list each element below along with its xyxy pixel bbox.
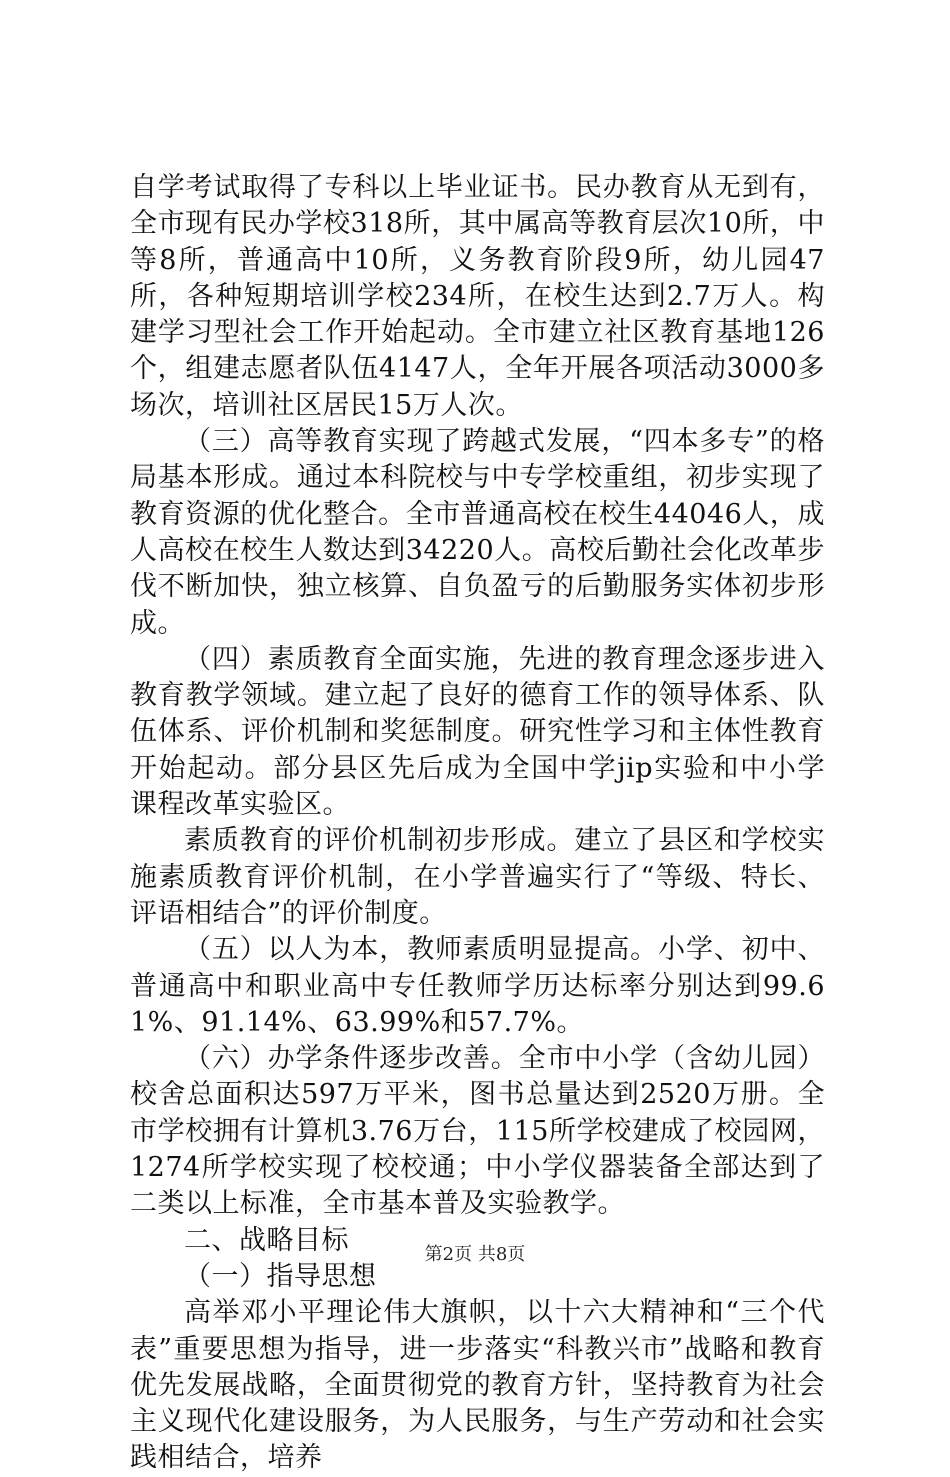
document-body	[130, 170, 825, 1477]
paragraph-6: （六）办学条件逐步改善。全市中小学（含幼儿园）校舍总面积达597万平米，图书总量达到2520万册。全市学校拥有计算机3.76万台，115所学校建成了校园网，1274所学校实现了校校通；中小学仪器装备全部达到了二类以上标准，全市基本普及实验教学。	[130, 1043, 825, 1220]
subsection-heading-guiding-ideology: （一）指导思想	[184, 1260, 377, 1292]
paragraph-guiding-ideology: 高举邓小平理论伟大旗帜，以十六大精神和“三个代表”重要思想为指导，进一步落实“科教兴市”战略和教育优先发展战略，全面贯彻党的教育方针，坚持教育为社会主义现代化建设服务，为人民服务，与生产劳动和社会实践相结合，培养	[130, 1297, 825, 1474]
section-heading-strategic-goals: 二、战略目标	[184, 1224, 349, 1256]
paragraph-3: （四）素质教育全面实施，先进的教育理念逐步进入教育教学领域。建立起了良好的德育工作的领导体系、队伍体系、评价机制和奖惩制度。研究性学习和主体性教育开始起动。部分县区先后成为全国中学jip实验和中小学课程改革实验区。	[130, 643, 825, 821]
page-footer: 第2页 共8页	[424, 1244, 526, 1265]
paragraph-4: 素质教育的评价机制初步形成。建立了县区和学校实施素质教育评价机制，在小学普遍实行了“等级、特长、评语相结合”的评价制度。	[130, 825, 825, 929]
paragraph-2: （三）高等教育实现了跨越式发展，“四本多专”的格局基本形成。通过本科院校与中专学校重组，初步实现了教育资源的优化整合。全市普通高校在校生44046人，成人高校在校生人数达到34220人。高校后勤社会化改革步伐不断加快，独立核算、自负盈亏的后勤服务实体初步形成。	[130, 426, 825, 639]
paragraph-1: 自学考试取得了专科以上毕业证书。民办教育从无到有，全市现有民办学校318所，其中属高等教育层次10所，中等8所，普通高中10所，义务教育阶段9所，幼儿园47所，各种短期培训学校234所，在校生达到2.7万人。构建学习型社会工作开始起动。全市建立社区教育基地126个，组建志愿者队伍4147人，全年开展各项活动3000多场次，培训社区居民15万人次。	[130, 172, 825, 421]
paragraph-5: （五）以人为本，教师素质明显提高。小学、初中、普通高中和职业高中专任教师学历达标率分别达到99.61%、91.14%、63.99%和57.7%。	[130, 934, 825, 1038]
